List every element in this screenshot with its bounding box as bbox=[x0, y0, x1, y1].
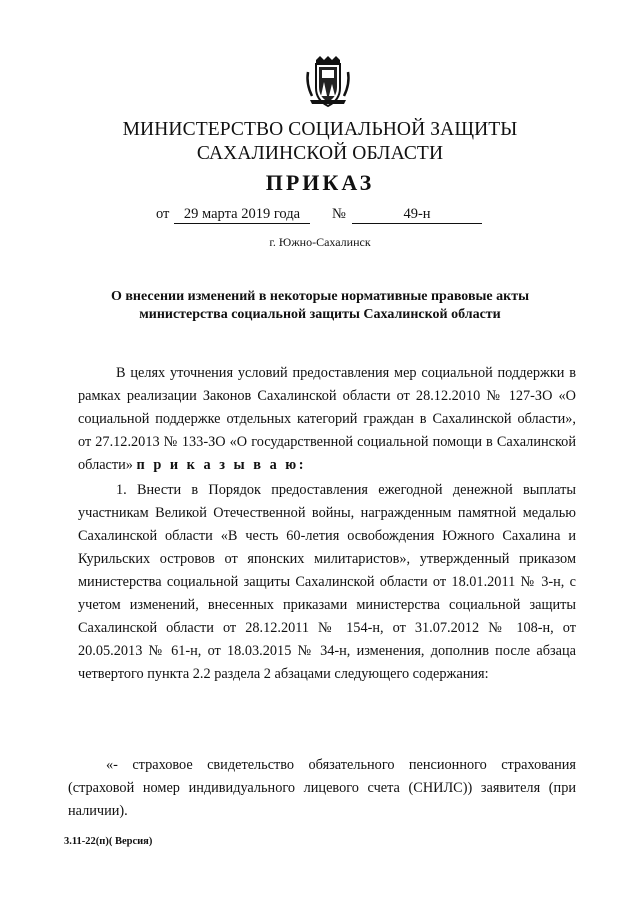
ministry-name bbox=[0, 118, 640, 166]
number-label: № bbox=[332, 206, 346, 222]
ministry-name-line2: САХАЛИНСКОЙ ОБЛАСТИ bbox=[196, 143, 444, 164]
quote-paragraph: «- страховое свидетельство обязательного пенсионного страхования (страховой номер индивидуального лицевого счета (СНИЛС)) заявителя (при наличии). bbox=[68, 757, 576, 819]
order-date: 29 марта 2019 года bbox=[174, 206, 310, 224]
intro-text: В целях уточнения условий предоставления мер социальной поддержки в рамках реализации Законов Сахалинской области от 28.12.2010 № 127-ЗО «О социальной поддержке отдельных категорий граждан в Сахалинской области», от 27.12.2013 № 133-ЗО «О государственной социальной помощи в Сахалинской области» bbox=[78, 365, 576, 473]
city-label: г. Южно-Сахалинск bbox=[269, 235, 371, 249]
from-label: от bbox=[156, 206, 170, 222]
ministry-name-line1: МИНИСТЕРСТВО СОЦИАЛЬНОЙ ЗАЩИТЫ bbox=[122, 119, 518, 140]
order-body bbox=[78, 362, 576, 686]
document-version-code: 3.11-22(п)( Версия) bbox=[64, 836, 153, 847]
subject-line2: министерства социальной защиты Сахалинской области bbox=[139, 307, 501, 322]
coat-of-arms-emblem bbox=[300, 54, 356, 110]
order-number: 49-н bbox=[352, 206, 482, 224]
subject-line1: О внесении изменений в некоторые нормативные правовые акты bbox=[110, 289, 530, 304]
intro-paragraph bbox=[78, 362, 576, 477]
item-1-paragraph: 1. Внести в Порядок предоставления ежегодной денежной выплаты участникам Великой Отечественной войны, награжденным памятной медалью Сахалинской области «В честь 60-летия освобождения Южного Сахалина и Курильских островов от японских милитаристов», утвержденный приказом министерства социальной защиты Сахалинской области от 18.01.2011 № 3-н, с учетом изменений, внесенных приказами министерства социальной защиты Сахалинской области от 28.12.2011 № 154-н, от 31.07.2012 № 108-н, от 20.05.2013 № 61-н, от 18.03.2015 № 34-н, изменения, дополнив после абзаца четвертого пункта 2.2 раздела 2 абзацами следующего содержания: bbox=[78, 482, 576, 682]
order-title: ПРИКАЗ bbox=[265, 170, 375, 195]
order-word: п р и к а з ы в а ю: bbox=[136, 457, 306, 473]
order-subject bbox=[60, 288, 580, 324]
